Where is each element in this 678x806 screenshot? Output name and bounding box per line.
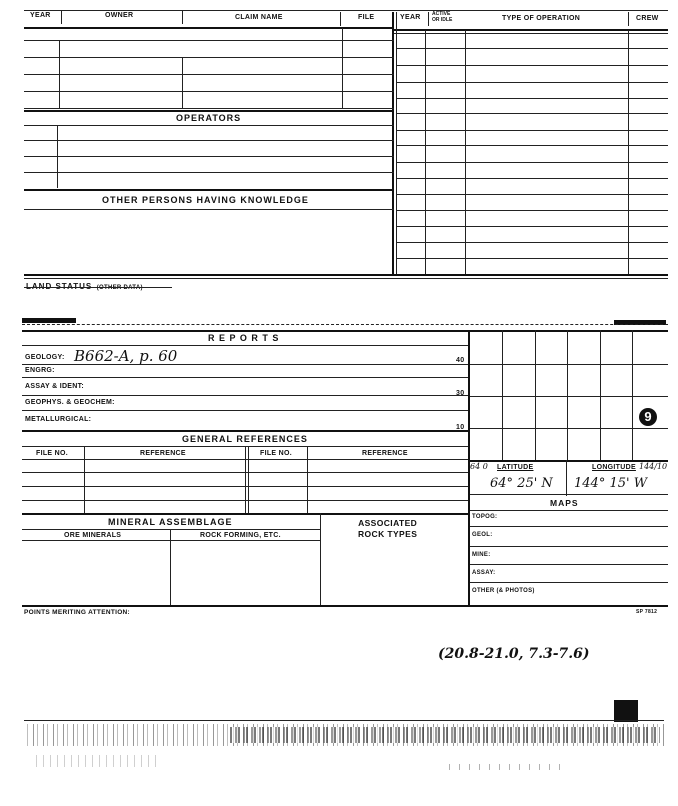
longitude-value: 144° 15' W	[574, 476, 648, 491]
file-no-header-2: FILE NO.	[260, 450, 292, 457]
general-references-title: GENERAL REFERENCES	[182, 434, 308, 444]
geology-label: GEOLOGY:	[25, 354, 65, 361]
scan-noise-dark	[230, 727, 660, 743]
crew-header: CREW	[636, 15, 659, 22]
type-of-operation-header: TYPE OF OPERATION	[502, 15, 581, 22]
operators-title: OPERATORS	[176, 113, 242, 123]
claim-name-header: CLAIM NAME	[235, 14, 283, 21]
longitude-label: LONGITUDE	[592, 464, 636, 471]
scan-noise-dots	[440, 764, 560, 770]
scan-block	[614, 700, 638, 722]
scan-noise-low	[30, 755, 160, 767]
ore-minerals-header: ORE MINERALS	[64, 532, 122, 539]
lat-prefix: 64 0	[470, 462, 488, 471]
metallurgical-label: METALLURGICAL:	[25, 416, 92, 423]
top-bar-left	[22, 318, 76, 323]
form-number: SP 7812	[636, 609, 658, 615]
other-persons-title: OTHER PERSONS HAVING KNOWLEDGE	[102, 195, 309, 205]
maps-title: MAPS	[550, 498, 579, 508]
number-40: 40	[456, 357, 465, 364]
geophys-label: GEOPHYS. & GEOCHEM:	[25, 399, 115, 406]
latitude-label: LATITUDE	[497, 464, 534, 471]
associated-rock-types: ASSOCIATED ROCK TYPES	[358, 518, 418, 539]
number-10: 10	[456, 424, 465, 431]
topog-label: TOPOG:	[472, 514, 498, 520]
rock-forming-header: ROCK FORMING, ETC.	[200, 532, 281, 539]
points-meriting-attention: POINTS MERITING ATTENTION:	[24, 609, 131, 616]
geology-value: B662-A, p. 60	[74, 347, 178, 365]
assay-ident-label: ASSAY & IDENT:	[25, 383, 85, 390]
file-header: FILE	[358, 14, 375, 21]
year-header: YEAR	[30, 12, 51, 19]
engrg-label: ENGRG:	[25, 367, 55, 374]
circle-mark-icon: 9	[639, 408, 657, 426]
reference-header-2: REFERENCE	[362, 450, 408, 457]
active-idle-header: ACTIVE OR IDLE	[432, 11, 453, 23]
owner-header: OWNER	[105, 12, 134, 19]
other-photos-label: OTHER (& PHOTOS)	[472, 588, 535, 594]
assay-map-label: ASSAY:	[472, 570, 496, 576]
reports-title: R E P O R T S	[208, 333, 280, 343]
mine-label: MINE:	[472, 552, 491, 558]
mineral-assemblage-title: MINERAL ASSEMBLAGE	[108, 517, 233, 527]
handwritten-note: (20.8-21.0, 7.3-7.6)	[438, 646, 590, 662]
reference-header-1: REFERENCE	[140, 450, 186, 457]
year2-header: YEAR	[400, 14, 421, 21]
file-no-header-1: FILE NO.	[36, 450, 68, 457]
longitude-suffix: 144/10	[639, 462, 668, 471]
geol-label: GEOL:	[472, 532, 493, 538]
latitude-value: 64° 25' N	[490, 476, 553, 491]
land-status-label: LAND STATUS (OTHER DATA)	[26, 282, 143, 291]
number-30: 30	[456, 390, 465, 397]
